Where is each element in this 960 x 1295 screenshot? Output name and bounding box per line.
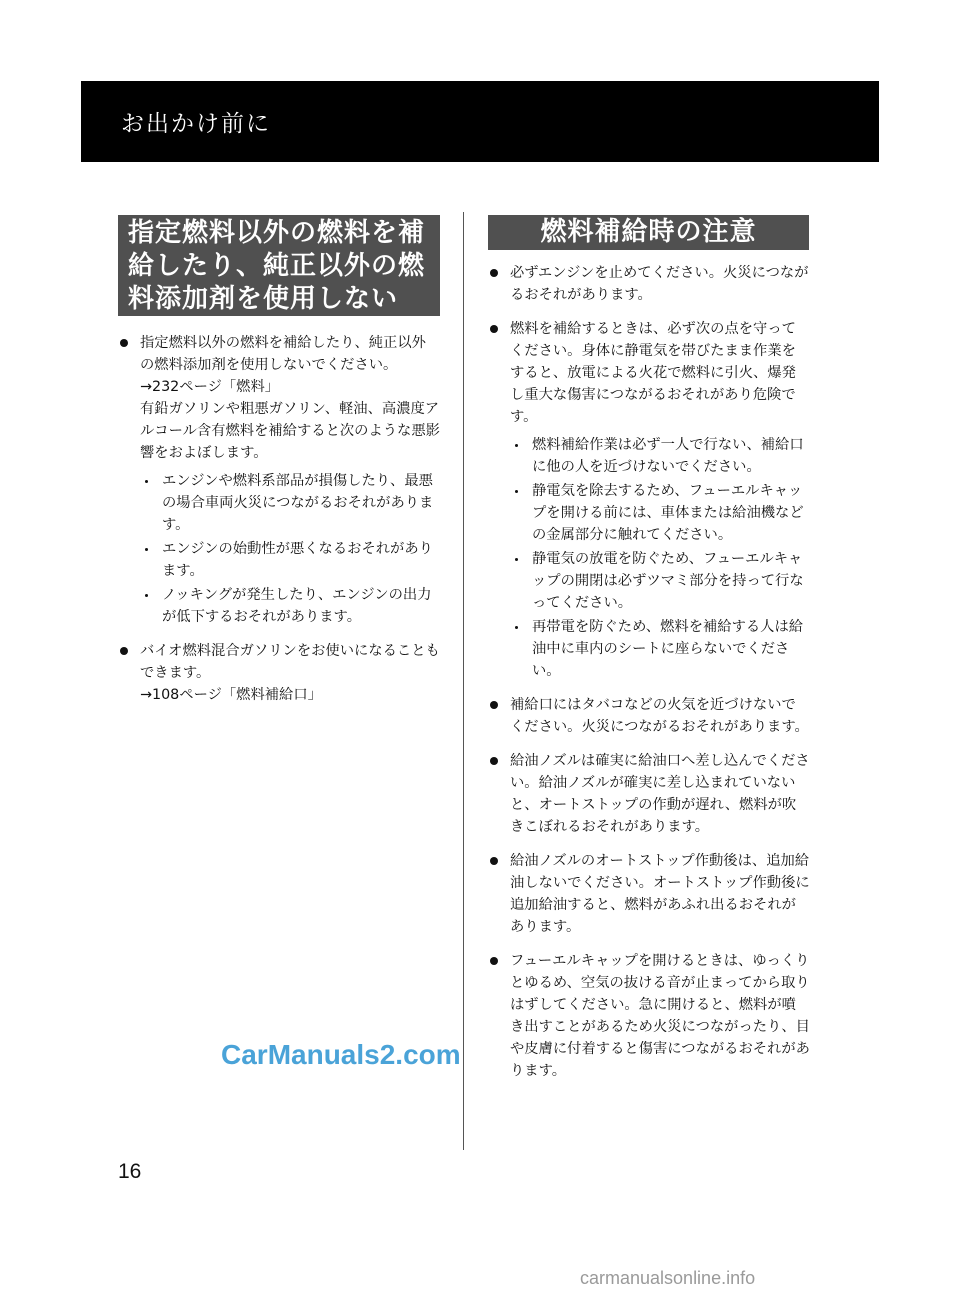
sub-item-text: 静電気の放電を防ぐため、フューエルキャップの開閉は必ずツマミ部分を持って行なってください。 <box>532 551 804 611</box>
right-column <box>488 262 810 1094</box>
sub-list <box>140 470 440 628</box>
sub-item-text: エンジンの始動性が悪くなるおそれがあります。 <box>162 541 433 579</box>
right-heading: 燃料補給時の注意 <box>488 215 809 250</box>
sub-item <box>510 616 810 682</box>
list-item <box>488 318 810 682</box>
list-item <box>488 694 810 738</box>
sub-item <box>140 584 440 628</box>
sub-item-text: ノッキングが発生したり、エンジンの出力が低下するおそれがあります。 <box>162 587 432 625</box>
page-reference: →108ページ「燃料補給口」 <box>140 687 322 703</box>
item-text: 給油ノズルのオートストップ作動後は、追加給油しないでください。オートストップ作動後に追加給油すると、燃料があふれ出るおそれがあります。 <box>510 853 810 935</box>
item-text: 補給口にはタバコなどの火気を近づけないでください。火災につながるおそれがあります。 <box>510 697 809 735</box>
dot-icon <box>145 594 148 597</box>
bullet-icon <box>490 701 498 709</box>
sub-item <box>510 434 810 478</box>
sub-item-text: エンジンや燃料系部品が損傷したり、最悪の場合車両火災につながるおそれがあります。 <box>162 473 434 533</box>
list-item <box>488 262 810 306</box>
left-heading-line: 給したり、純正以外の燃 <box>128 251 426 281</box>
sub-list <box>510 434 810 682</box>
item-text: 指定燃料以外の燃料を補給したり、純正以外の燃料添加剤を使用しないでください。 <box>140 335 426 373</box>
sub-item <box>510 480 810 546</box>
item-text: 燃料を補給するときは、必ず次の点を守ってください。身体に静電気を帯びたまま作業をすると、放電による火花で燃料に引火、爆発し重大な傷害につながるおそれがあり危険です。 <box>510 321 796 425</box>
carmanuals-watermark: CarManuals2.com <box>221 1039 461 1070</box>
dot-icon <box>145 548 148 551</box>
left-heading <box>118 215 440 316</box>
item-text: フューエルキャップを開けるときは、ゆっくりとゆるめ、空気の抜ける音が止まってから取りはずしてください。急に開けると、燃料が噴き出すことがあるため火災につながったり、目や皮膚に付着すると傷害につながるおそれがあります。 <box>510 953 810 1079</box>
bullet-icon <box>490 757 498 765</box>
page-number: 16 <box>118 1160 142 1183</box>
sub-item <box>510 548 810 614</box>
dot-icon <box>515 444 518 447</box>
list-item <box>488 850 810 938</box>
list-item <box>118 640 440 706</box>
bullet-icon <box>120 339 128 347</box>
dot-icon <box>515 558 518 561</box>
sub-item <box>140 538 440 582</box>
list-item <box>118 332 440 628</box>
bullet-icon <box>490 857 498 865</box>
page-reference: →232ページ「燃料」 <box>140 379 280 395</box>
bullet-icon <box>490 325 498 333</box>
header-bar <box>81 81 879 162</box>
footer-watermark: carmanualsonline.info <box>580 1268 756 1288</box>
item-text: 給油ノズルは確実に給油口へ差し込んでください。給油ノズルが確実に差し込まれていないと、オートストップの作動が遅れ、燃料が吹きこぼれるおそれがあります。 <box>510 753 810 835</box>
bullet-icon <box>120 647 128 655</box>
left-heading-line: 指定燃料以外の燃料を補 <box>128 218 426 248</box>
bullet-icon <box>490 957 498 965</box>
dot-icon <box>515 626 518 629</box>
left-column <box>118 332 440 718</box>
item-text: 有鉛ガソリンや粗悪ガソリン、軽油、高濃度アルコール含有燃料を補給すると次のような悪影響をおよぼします。 <box>140 401 440 461</box>
sub-item-text: 静電気を除去するため、フューエルキャップを開ける前には、車体または給油機などの金属部分に触れてください。 <box>532 483 804 543</box>
sub-item-text: 再帯電を防ぐため、燃料を補給する人は給油中に車内のシートに座らないでください。 <box>532 619 804 679</box>
list-item <box>488 750 810 838</box>
item-text: 必ずエンジンを止めてください。火災につながるおそれがあります。 <box>510 265 809 303</box>
dot-icon <box>145 480 148 483</box>
item-text: バイオ燃料混合ガソリンをお使いになることもできます。 <box>140 643 440 681</box>
bullet-icon <box>490 269 498 277</box>
column-divider <box>463 212 464 1150</box>
list-item <box>488 950 810 1082</box>
sub-item-text: 燃料補給作業は必ず一人で行ない、補給口に他の人を近づけないでください。 <box>532 437 804 475</box>
section-title: お出かけ前に <box>121 111 271 137</box>
sub-item <box>140 470 440 536</box>
left-heading-line: 料添加剤を使用しない <box>128 284 399 314</box>
dot-icon <box>515 490 518 493</box>
